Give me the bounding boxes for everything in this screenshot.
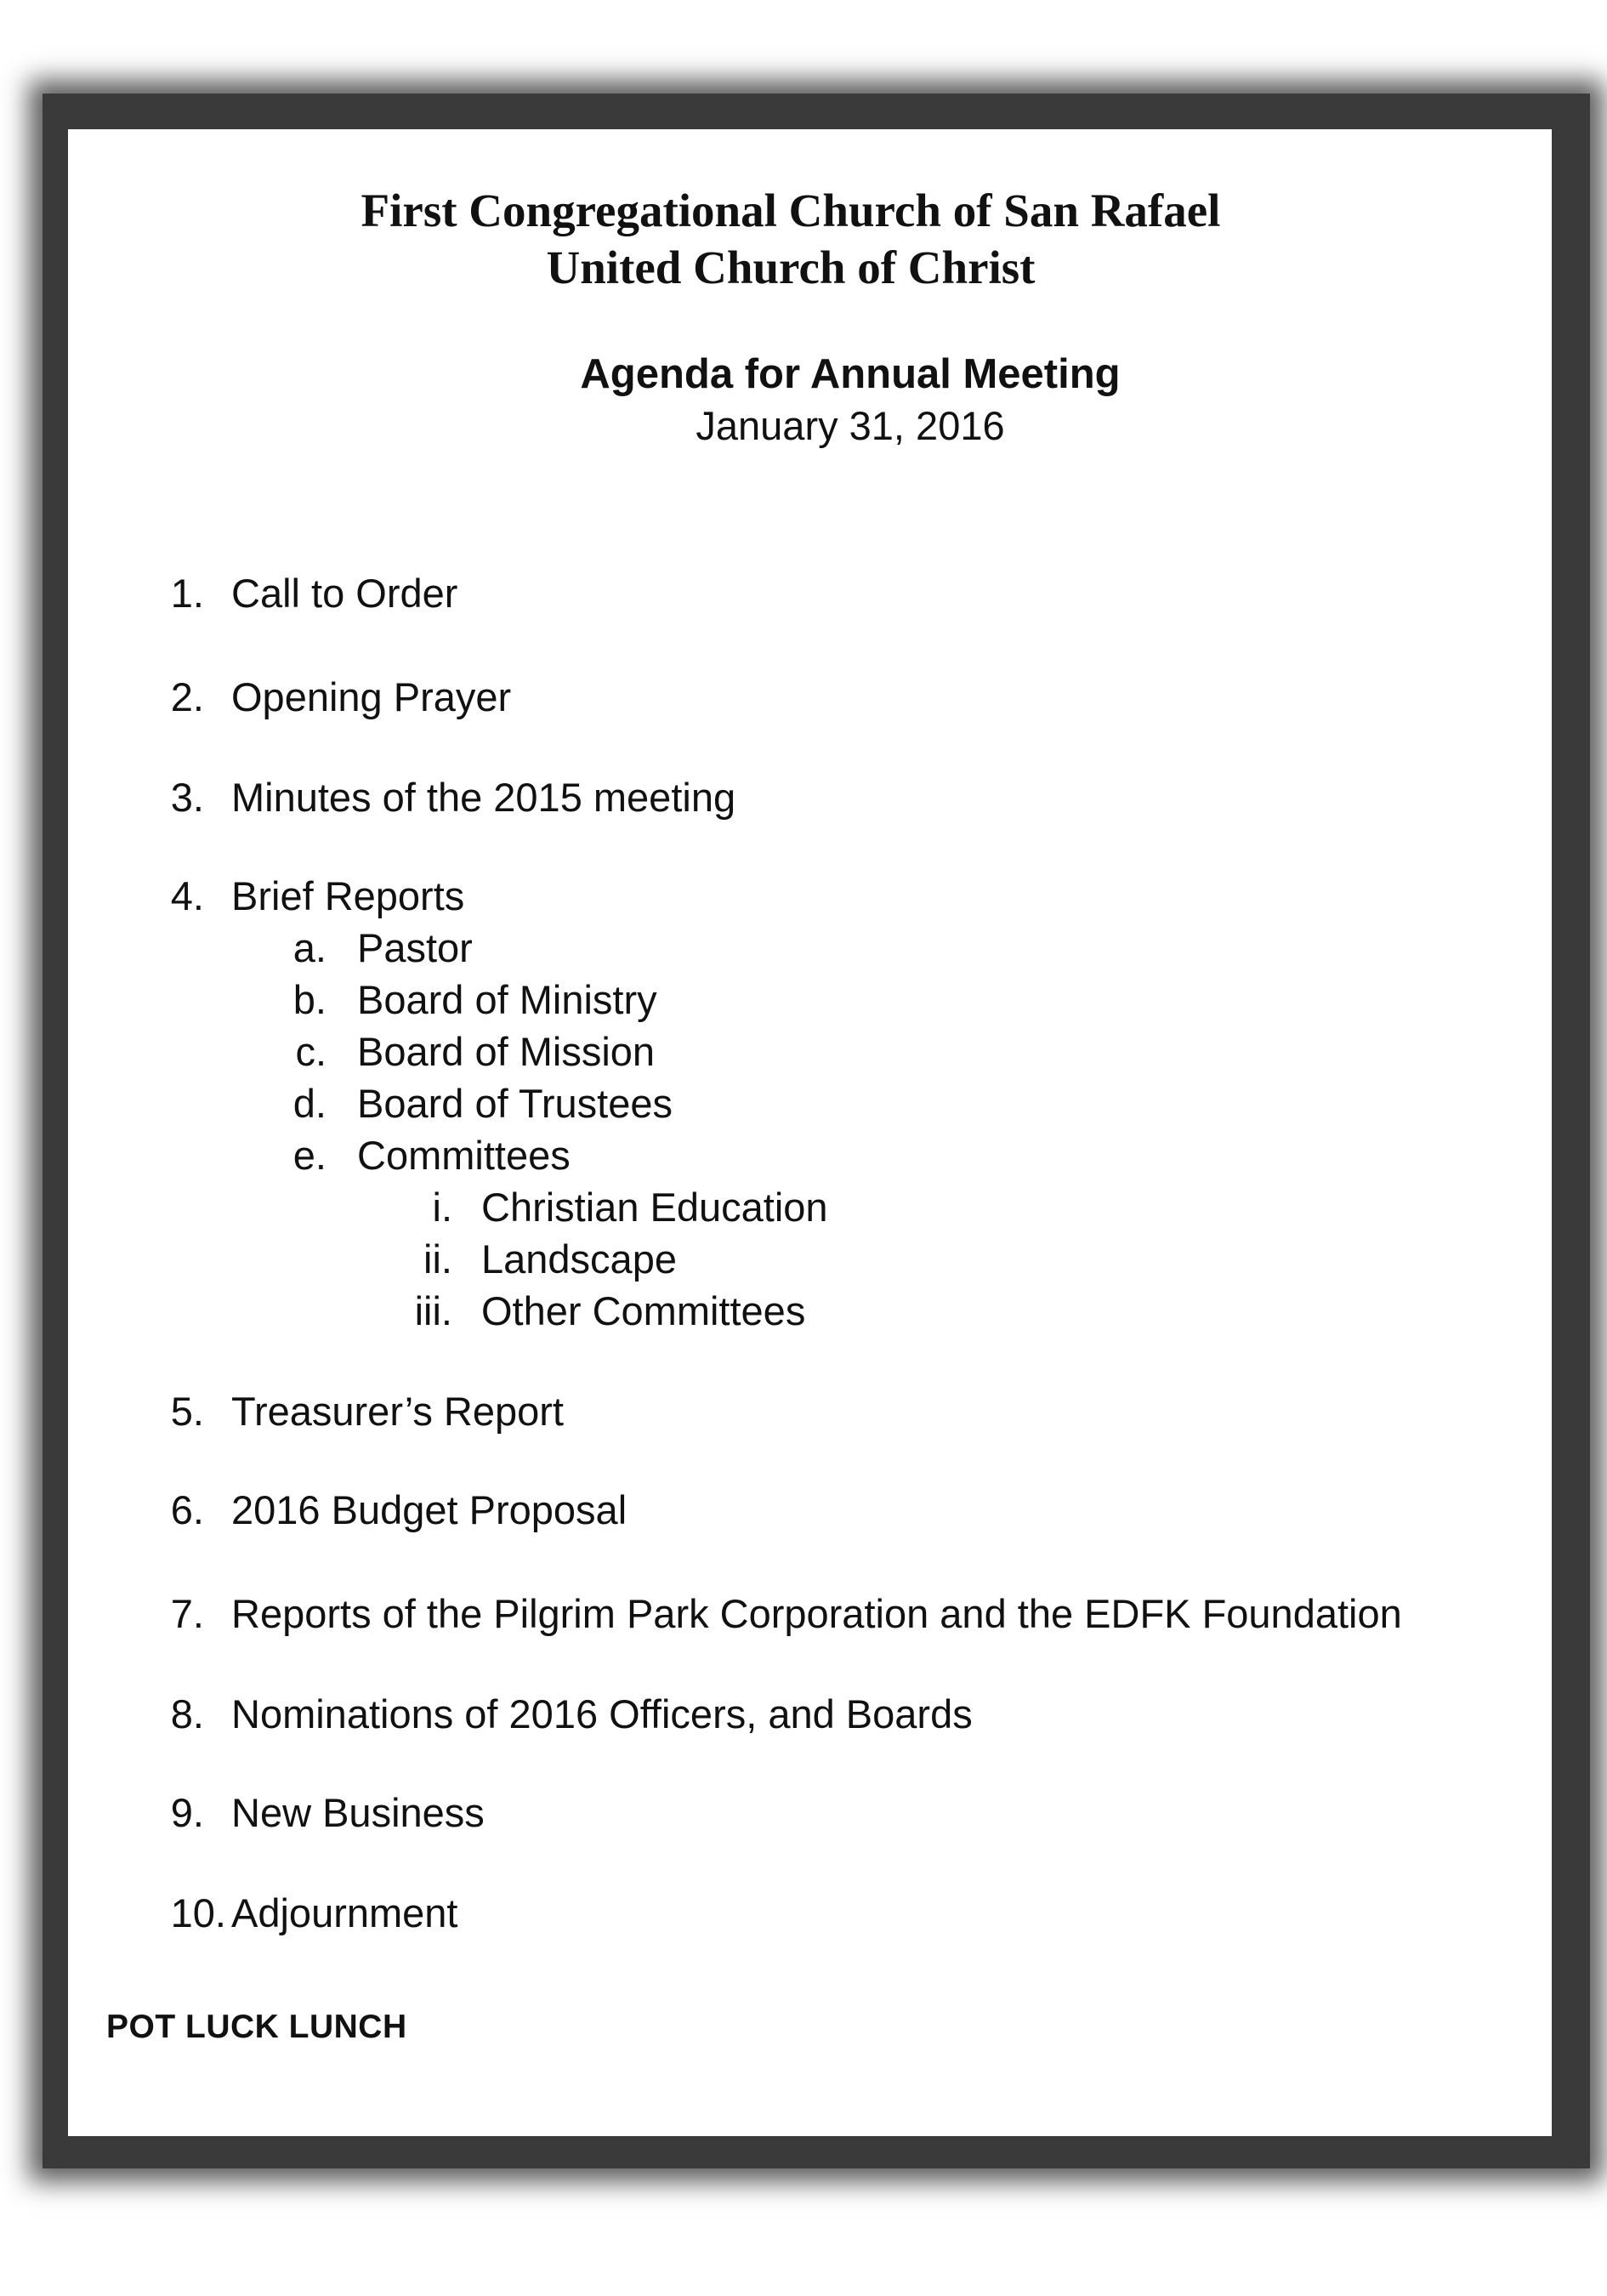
item-label: Adjournment [231,1890,458,1935]
item-label: Opening Prayer [231,674,512,719]
denomination: United Church of Christ [546,242,1036,293]
sub-item-letter: e. [292,1133,327,1178]
sub-sub-item-label: Christian Education [481,1185,828,1230]
sub-item-label: Board of Mission [357,1029,656,1074]
sub-item-label: Board of Ministry [357,977,657,1022]
item-number: 9. [170,1790,204,1835]
sub-sub-item-label: Other Committees [481,1288,806,1333]
item-number: 5. [170,1389,204,1434]
item-label: Nominations of 2016 Officers, and Boards [231,1691,973,1736]
item-label: Treasurer’s Report [231,1389,564,1434]
item-label: Call to Order [231,571,458,616]
sub-item-letter: b. [292,977,327,1022]
item-number: 6. [170,1487,204,1532]
item-label: Reports of the Pilgrim Park Corporation and the EDFK Foundation [231,1591,1402,1636]
item-number: 1. [170,571,204,616]
item-number: 3. [170,775,204,820]
sub-item-label: Committees [357,1133,571,1178]
item-number: 2. [170,674,204,719]
item-number: 4. [170,873,204,918]
sub-sub-item-numeral: iii. [414,1288,452,1333]
item-label: Brief Reports [231,873,465,918]
sub-item-label: Board of Trustees [357,1081,673,1126]
sub-item-letter: c. [295,1029,327,1074]
sub-item-letter: d. [292,1081,327,1126]
item-number: 10. [170,1890,226,1935]
lunch-note: POT LUCK LUNCH [106,2009,407,2045]
item-label: Minutes of the 2015 meeting [231,775,736,820]
church-name: First Congregational Church of San Rafael [361,185,1221,236]
item-number: 7. [170,1591,204,1636]
item-label: New Business [231,1790,485,1835]
item-label: 2016 Budget Proposal [231,1487,627,1532]
item-number: 8. [170,1691,204,1736]
sub-sub-item-numeral: ii. [423,1236,452,1282]
meeting-date: January 31, 2016 [696,403,1005,448]
sub-item-letter: a. [292,925,327,970]
agenda-title: Agenda for Annual Meeting [580,351,1121,397]
sub-sub-item-numeral: i. [432,1185,452,1230]
sub-item-label: Pastor [357,925,473,970]
sub-sub-item-label: Landscape [481,1236,677,1282]
